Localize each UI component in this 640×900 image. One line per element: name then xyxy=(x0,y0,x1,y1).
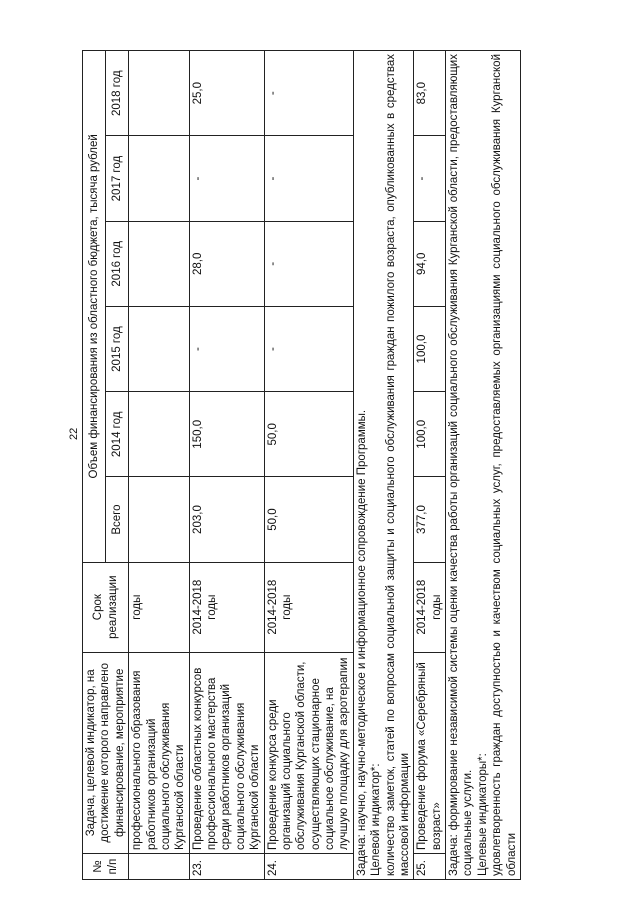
table-row xyxy=(189,51,264,880)
header-task: Задача, целевой индикатор, на достижение которого направлено финансирование, мероприятие xyxy=(83,652,129,853)
row-term: 2014-2018 годы xyxy=(264,562,353,652)
row-value: 25,0 xyxy=(189,51,264,136)
row-value xyxy=(129,51,190,136)
row-value: - xyxy=(189,136,264,221)
section-2-indicator-text: удовлетворенность граждан доступностью и качеством социальных услуг, предоставляемых организациями социального обслуживания Курганской области xyxy=(491,54,518,876)
section-2 xyxy=(446,51,521,880)
row-value: 100,0 xyxy=(414,392,446,477)
row-value: 100,0 xyxy=(414,306,446,391)
row-value: 150,0 xyxy=(189,392,264,477)
header-year: Всего xyxy=(106,477,129,562)
row-value: 83,0 xyxy=(414,51,446,136)
section-row xyxy=(353,51,414,880)
table-row xyxy=(414,51,446,880)
row-value: 50,0 xyxy=(264,477,353,562)
row-value: 94,0 xyxy=(414,221,446,306)
header-year: 2015 год xyxy=(106,306,129,391)
row-value: 28,0 xyxy=(189,221,264,306)
row-value: 203,0 xyxy=(189,477,264,562)
row-value: 50,0 xyxy=(264,392,353,477)
header-year: 2016 год xyxy=(106,221,129,306)
row-value xyxy=(129,392,190,477)
header-year: 2017 год xyxy=(106,136,129,221)
row-term: 2014-2018 годы xyxy=(414,562,446,652)
row-no: 23. xyxy=(189,853,264,879)
section-2-indicator-label: Целевые индикаторы*: xyxy=(476,753,489,876)
page-number: 22 xyxy=(68,427,80,440)
row-value: - xyxy=(264,221,353,306)
row-no: 25. xyxy=(414,853,446,879)
row-no xyxy=(129,853,190,879)
section-1-task: Задача: научно, научно-методическое и информационное сопровождение Программы. xyxy=(355,409,368,876)
section-2-task: Задача: формирование независимой системы оценки качества работы организаций социального обслуживания Курганской области, предоставляющих социальные услуги. xyxy=(448,54,475,876)
header-volume: Объем финансирования из областного бюджета, тысяча рублей xyxy=(83,51,106,563)
header-row-1 xyxy=(83,51,106,880)
row-value: - xyxy=(189,306,264,391)
row-value: - xyxy=(264,51,353,136)
section-row xyxy=(446,51,521,880)
row-text: Проведение конкурса среди организаций социального обслуживания Курганской области, осуществляющих стационарное социальное обслуживание, на лучшую площадку для аэротерапии xyxy=(264,652,353,853)
header-term: Срок реализации xyxy=(83,562,129,652)
row-value: - xyxy=(264,136,353,221)
row-value xyxy=(129,221,190,306)
row-value xyxy=(129,306,190,391)
header-no: № п/п xyxy=(83,853,129,879)
row-value: - xyxy=(264,306,353,391)
row-value: - xyxy=(414,136,446,221)
section-1-indicator-text: количество заметок, статей по вопросам социальной защиты и социального обслуживания граждан пожилого возраста, опубликованных в средствах массовой информации xyxy=(384,54,411,876)
section-1 xyxy=(353,51,414,880)
header-year: 2018 год xyxy=(106,51,129,136)
row-term: 2014-2018 годы xyxy=(189,562,264,652)
row-value xyxy=(129,136,190,221)
row-text: профессионального образования работников организаций социального обслуживания Курганской области xyxy=(129,652,190,853)
table-row xyxy=(129,51,190,880)
financing-table xyxy=(82,50,521,880)
row-no: 24. xyxy=(264,853,353,879)
row-term: годы xyxy=(129,562,190,652)
rotated-page xyxy=(82,20,602,880)
row-value xyxy=(129,477,190,562)
row-text: Проведение форума «Серебряный возраст» xyxy=(414,652,446,853)
table-row xyxy=(264,51,353,880)
header-year: 2014 год xyxy=(106,392,129,477)
row-value: 377,0 xyxy=(414,477,446,562)
section-1-indicator-label: Целевой индикатор*: xyxy=(370,763,383,876)
row-text: Проведение областных конкурсов профессионального мастерства среди работников организаций социального обслуживания Курганской области xyxy=(189,652,264,853)
